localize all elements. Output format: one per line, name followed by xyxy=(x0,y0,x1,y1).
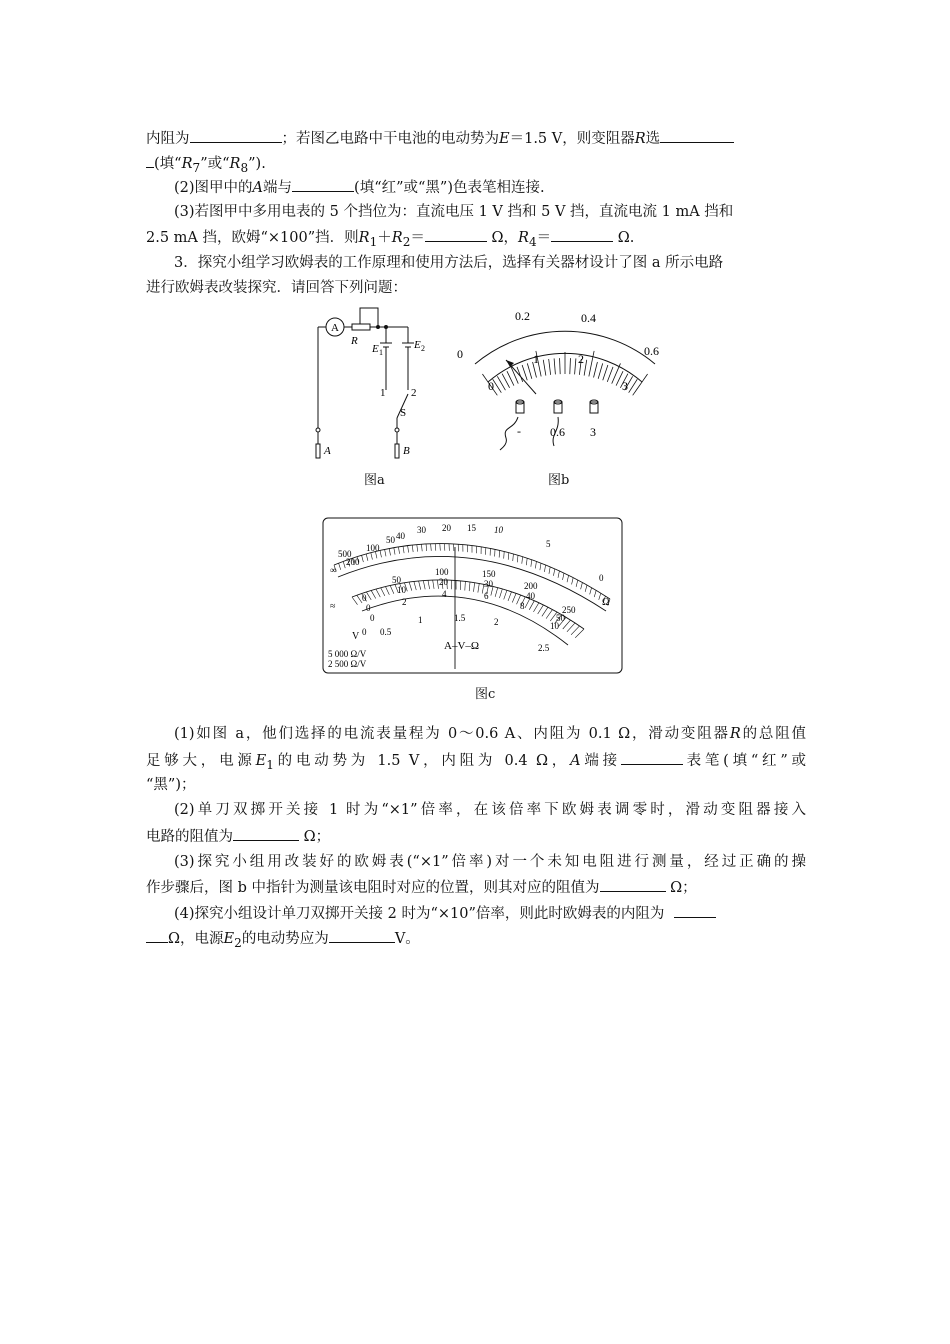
scale-tick xyxy=(343,561,345,568)
answer-blank[interactable] xyxy=(146,928,168,943)
scale-top-0: 0 xyxy=(457,347,463,361)
dc1-0: 0 xyxy=(362,593,367,603)
scale-tick xyxy=(585,585,587,592)
sub: 7 xyxy=(192,160,201,175)
q3-line-1: (3)探究小组用改装好的欧姆表(“×1”倍率)对一个未知电阻进行测量，经过正确的操 xyxy=(174,854,806,870)
scale-tick xyxy=(417,545,418,552)
dial-tick xyxy=(584,360,587,376)
dc1-50: 50 xyxy=(392,575,401,585)
text: Ω； xyxy=(299,829,331,845)
q1-line-2 xyxy=(146,750,806,775)
scale-tick xyxy=(571,626,579,635)
scale-tick xyxy=(517,555,518,562)
dc3-6: 6 xyxy=(484,591,489,601)
text: 足够大，电源 xyxy=(146,753,256,769)
text: 端与 xyxy=(263,180,293,196)
terminal-label-3: 3 xyxy=(590,425,596,439)
scale-tick xyxy=(563,573,564,580)
answer-blank[interactable] xyxy=(233,826,299,841)
text: 的总阻值 xyxy=(740,726,806,742)
ac-symbol: ≈ xyxy=(330,601,336,612)
var-R: R xyxy=(729,726,741,742)
label-E2-sub: 2 xyxy=(421,344,425,353)
figure-b-dial xyxy=(450,302,680,452)
sub: 8 xyxy=(240,160,249,175)
sub: 4 xyxy=(528,234,537,249)
ohm-15: 15 xyxy=(467,523,476,533)
scale-tick xyxy=(544,565,545,572)
scale-bottom-3: 3 xyxy=(622,379,628,393)
scale-tick xyxy=(465,581,466,590)
scale-tick xyxy=(421,544,422,551)
scale-tick xyxy=(389,548,390,555)
var-R4: R xyxy=(518,230,529,246)
text: 作步骤后，图 b 中指针为测量该电阻时对应的位置，则其对应的阻值为 xyxy=(146,880,600,896)
var-R2: R xyxy=(391,230,403,246)
ac-2: 2 xyxy=(494,617,499,627)
scale-tick xyxy=(529,601,534,610)
scale-bottom-2: 2 xyxy=(578,352,584,366)
scale-tick xyxy=(531,560,532,567)
scale-tick xyxy=(526,558,527,565)
dial-tick xyxy=(517,367,523,382)
scale-tick xyxy=(581,582,583,589)
var-E: E xyxy=(223,931,235,947)
label-S: S xyxy=(400,407,407,419)
dc2-50: 50 xyxy=(556,613,565,623)
ac-25: 2.5 xyxy=(538,643,550,653)
scale-tick xyxy=(558,571,559,578)
terminal-3[interactable] xyxy=(590,400,598,413)
sub: 1 xyxy=(266,757,274,772)
scale-tick xyxy=(549,567,550,574)
answer-blank[interactable] xyxy=(146,153,154,168)
text: ＝ xyxy=(410,230,425,246)
prev-q3b xyxy=(146,227,806,252)
dc3-0: 0 xyxy=(370,613,375,623)
problem3-stem-2: 进行欧姆表改装探究．请回答下列问题： xyxy=(146,280,407,296)
text: 电路的阻值为 xyxy=(146,829,233,845)
answer-blank[interactable] xyxy=(292,177,354,192)
q4-line-2 xyxy=(146,928,806,953)
scale-tick xyxy=(423,581,425,590)
var-R1: R xyxy=(358,230,370,246)
scale-tick xyxy=(371,590,376,598)
scale-tick xyxy=(385,549,386,556)
label-R: R xyxy=(351,335,358,347)
dc-symbol: V xyxy=(352,631,360,642)
scale-tick xyxy=(504,590,507,599)
answer-blank[interactable] xyxy=(329,928,395,943)
q2-line-1: (2)单刀双掷开关接 1 时为“×1”倍率，在该倍率下欧姆表调零时，滑动变阻器接入 xyxy=(174,802,806,818)
scale-tick xyxy=(575,629,584,638)
ohm-unit: Ω xyxy=(602,597,610,608)
scale-tick xyxy=(553,569,554,576)
text: ”或“ xyxy=(200,156,230,172)
terminal-label-neg: - xyxy=(517,424,521,438)
ohm-200: 200 xyxy=(346,557,360,567)
scale-tick xyxy=(371,553,373,560)
dc1-200: 200 xyxy=(524,581,538,591)
ohm-5: 5 xyxy=(546,539,551,549)
scale-tick xyxy=(414,581,416,590)
ohm-100: 100 xyxy=(366,543,380,553)
ac-15: 1.5 xyxy=(454,613,466,623)
scale-tick xyxy=(522,557,523,564)
ohm-40: 40 xyxy=(396,531,405,541)
scale-tick xyxy=(540,563,541,570)
ohm-10: 10 xyxy=(494,525,503,535)
dial-tick xyxy=(575,358,576,374)
dc2-20: 20 xyxy=(439,577,448,587)
text: 端接 xyxy=(580,753,621,769)
scale-tick xyxy=(339,563,341,570)
center-label: A–V–Ω xyxy=(444,640,480,652)
scale-tick xyxy=(567,623,575,632)
figure-c-multimeter xyxy=(322,517,624,675)
scale-tick xyxy=(381,588,385,596)
text: V。 xyxy=(394,931,420,947)
answer-blank[interactable] xyxy=(600,877,666,892)
scale-tick xyxy=(426,544,427,551)
scale-tick xyxy=(394,548,395,555)
label-A: A xyxy=(324,445,331,457)
scale-tick xyxy=(504,551,505,558)
dial-tick xyxy=(633,374,648,395)
scale-tick xyxy=(352,597,358,605)
var-R: R xyxy=(634,131,646,147)
dc2-30: 30 xyxy=(484,579,493,589)
label-throw-1: 1 xyxy=(380,387,386,399)
scale-tick xyxy=(385,587,389,595)
dial-tick xyxy=(570,358,571,374)
dc3-4: 4 xyxy=(442,589,447,599)
scale-tick xyxy=(590,588,592,595)
text: Ω； xyxy=(665,880,697,896)
ac-0: 0 xyxy=(362,627,367,637)
ohm-inf: ∞ xyxy=(330,565,337,575)
q4-line-1 xyxy=(174,903,806,924)
text: ＝1.5 V，则变阻器 xyxy=(509,131,635,147)
ac-05: 0.5 xyxy=(380,627,392,637)
ohm-20: 20 xyxy=(442,523,451,533)
scale-tick xyxy=(431,544,432,551)
text: 表笔(填“红”或 xyxy=(682,753,807,769)
label-E1-sub: 1 xyxy=(379,348,383,357)
text: ＋ xyxy=(377,230,392,246)
dial-tick xyxy=(507,371,514,385)
text: (填“红”或“黑”)色表笔相连接. xyxy=(354,180,545,196)
text: 的电动势应为 xyxy=(241,931,329,947)
sub: 2 xyxy=(402,234,411,249)
scale-tick xyxy=(533,603,538,612)
scale-tick xyxy=(412,545,413,552)
answer-blank[interactable] xyxy=(674,903,716,918)
scale-tick xyxy=(508,592,512,601)
ohm-50: 50 xyxy=(386,535,395,545)
scale-tick xyxy=(478,583,479,592)
dial-tick xyxy=(598,363,602,378)
scale-tick xyxy=(495,588,498,597)
scale-tick xyxy=(542,607,548,616)
text: ”). xyxy=(248,156,266,172)
scale-tick xyxy=(567,575,569,582)
scale-tick xyxy=(366,592,371,600)
dc2-0: 0 xyxy=(366,603,371,613)
dial-tick xyxy=(589,351,594,376)
text: (1)如图 a，他们选择的电流表量程为 0～0.6 A、内阻为 0.1 Ω，滑动变阻器 xyxy=(174,726,730,742)
prev-line-2 xyxy=(146,153,806,178)
var-R8: R xyxy=(229,156,241,172)
q1-line-1 xyxy=(174,724,806,744)
text: Ω. xyxy=(613,230,635,246)
answer-blank[interactable] xyxy=(425,227,487,242)
dc1-100: 100 xyxy=(435,567,449,577)
label-B: B xyxy=(403,445,410,457)
ac-1: 1 xyxy=(418,615,423,625)
answer-blank[interactable] xyxy=(190,128,282,143)
scale-tick xyxy=(469,582,470,591)
scale-tick xyxy=(435,544,436,551)
terminal-neg[interactable] xyxy=(516,400,524,413)
scale-tick xyxy=(538,605,544,614)
text: Ω，电源 xyxy=(168,931,224,947)
scale-tick xyxy=(572,578,574,585)
figure-b-caption: 图b xyxy=(548,473,570,488)
text: 选 xyxy=(645,131,661,147)
sub: 2 xyxy=(234,935,242,950)
dial-tick xyxy=(560,358,561,374)
label-throw-2: 2 xyxy=(411,387,417,399)
dial-tick xyxy=(549,359,551,375)
terminal-06[interactable] xyxy=(554,400,562,413)
figure-a-circuit xyxy=(300,300,440,470)
q3-line-2 xyxy=(146,877,806,898)
ammeter-label: A xyxy=(331,322,339,334)
figure-c-caption: 图c xyxy=(475,687,496,702)
scale-top-04: 0.4 xyxy=(581,311,596,325)
dial-tick xyxy=(522,365,527,380)
problem3-stem-1: 3．探究小组学习欧姆表的工作原理和使用方法后，选择有关器材设计了图 a 所示电路 xyxy=(174,255,724,271)
answer-blank[interactable] xyxy=(621,750,683,765)
text: (2)图甲中的 xyxy=(174,180,253,196)
scale-tick xyxy=(362,555,364,562)
scale-tick xyxy=(513,554,514,561)
scale-tick xyxy=(403,546,404,553)
var-E: E xyxy=(255,753,267,769)
text: ；若图乙电路中干电池的电动势为 xyxy=(281,131,499,147)
ohm-30: 30 xyxy=(417,525,426,535)
text: 内阻为 xyxy=(146,131,190,147)
scale-tick xyxy=(428,580,430,589)
text: (4)探究小组设计单刀双掷开关接 2 时为“×10”倍率，则此时欧姆表的内阻为 xyxy=(174,906,665,922)
scale-tick xyxy=(499,589,502,598)
text: Ω， xyxy=(486,230,519,246)
dc3-2: 2 xyxy=(402,597,407,607)
scale-tick xyxy=(440,544,441,551)
ohm-0: 0 xyxy=(599,573,604,583)
scale-tick xyxy=(535,561,536,568)
q2-line-2 xyxy=(146,826,806,847)
label-E2: E xyxy=(414,339,421,351)
text: (填“ xyxy=(154,156,182,172)
terminal-label-06: 0.6 xyxy=(550,425,565,439)
dc2-40: 40 xyxy=(526,591,535,601)
dc3-10: 10 xyxy=(550,621,559,631)
dc3-8: 8 xyxy=(520,601,525,611)
scale-tick xyxy=(366,554,368,561)
prev-q2 xyxy=(174,177,806,198)
scale-bottom-0: 0 xyxy=(488,379,494,393)
var-E: E xyxy=(499,131,510,147)
dial-tick xyxy=(607,367,613,382)
dc1-150: 150 xyxy=(482,569,496,579)
scale-tick xyxy=(594,590,596,597)
scale-tick xyxy=(376,589,380,597)
scale-bottom-1: 1 xyxy=(533,352,539,366)
info-1: 5 000 Ω/V xyxy=(328,649,367,659)
sub: 1 xyxy=(369,234,378,249)
answer-blank[interactable] xyxy=(660,128,734,143)
scale-tick xyxy=(433,580,434,589)
var-A: A xyxy=(570,753,581,769)
text: ＝ xyxy=(536,230,552,246)
var-R7: R xyxy=(181,156,193,172)
dial-tick xyxy=(543,360,546,376)
scale-tick xyxy=(512,593,516,602)
dial-tick xyxy=(603,365,608,380)
text: 的电动势为 1.5 V，内阻为 0.4 Ω， xyxy=(273,753,571,769)
scale-tick xyxy=(408,546,409,553)
scale-tick xyxy=(576,580,578,587)
scale-tick xyxy=(474,583,475,592)
prev-q3a: (3)若图甲中多用电表的 5 个挡位为：直流电压 1 V 挡和 5 V 挡，直流电流 1 mA 挡和 xyxy=(174,204,734,220)
scale-tick xyxy=(419,581,421,590)
dial-tick xyxy=(594,362,598,378)
scale-tick xyxy=(546,610,552,619)
dial-tick xyxy=(527,363,531,378)
scale-tick xyxy=(398,547,399,554)
scale-tick xyxy=(380,550,381,557)
q1-line-3: “黑”)； xyxy=(146,777,196,793)
dc1-250: 250 xyxy=(562,605,576,615)
ohm-500: 500 xyxy=(338,549,352,559)
dc2-10: 10 xyxy=(397,585,406,595)
text: 2.5 mA 挡，欧姆“×100”挡．则 xyxy=(146,230,359,246)
scale-tick xyxy=(390,585,394,593)
scale-tick xyxy=(409,582,412,591)
scale-top-02: 0.2 xyxy=(515,309,530,323)
scale-tick xyxy=(599,593,601,600)
var-A: A xyxy=(252,180,264,196)
scale-tick xyxy=(508,553,509,560)
info-2: 2 500 Ω/V xyxy=(328,659,367,669)
prev-line-1 xyxy=(146,128,806,149)
scale-top-06: 0.6 xyxy=(644,344,659,358)
figure-a-caption: 图a xyxy=(364,473,385,488)
dial-tick xyxy=(554,358,555,374)
label-E1: E xyxy=(372,343,379,355)
answer-blank[interactable] xyxy=(551,227,613,242)
